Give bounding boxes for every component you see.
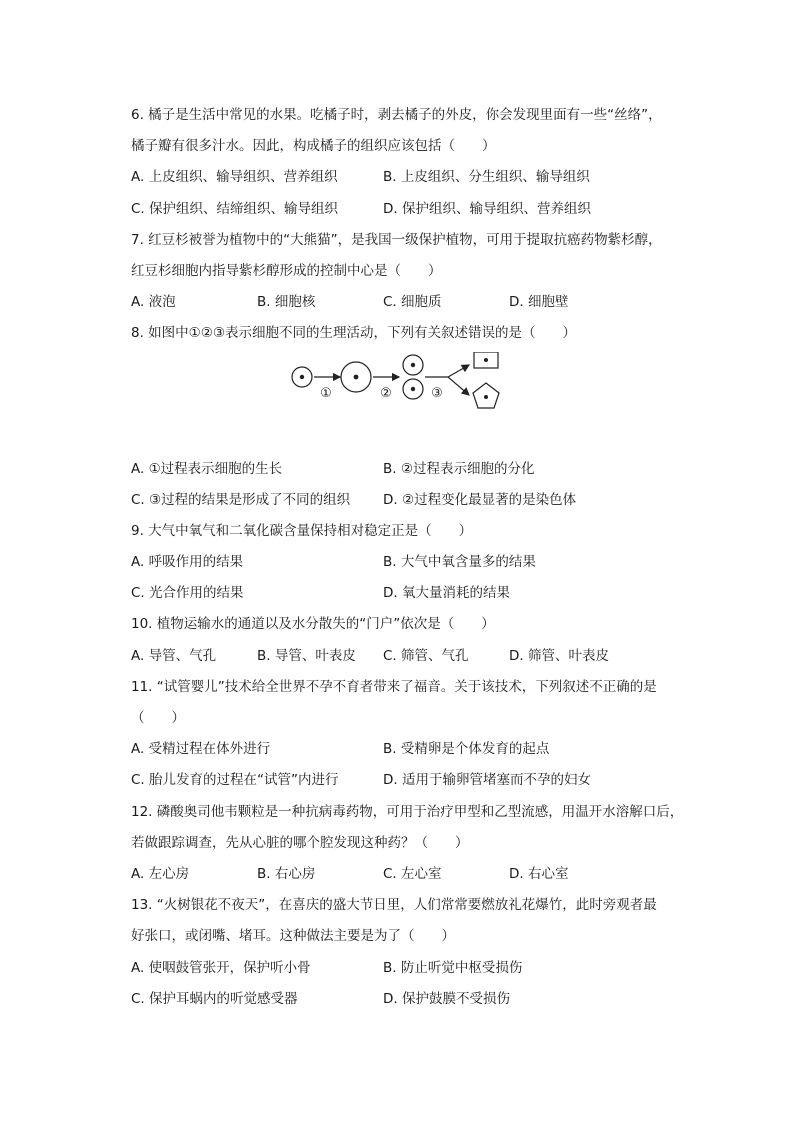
question-text: （ ） bbox=[131, 710, 185, 726]
question-text: 橘子瓣有很多汁水。因此，构成橘子的组织应该包括（ ） bbox=[131, 138, 496, 155]
option-a[interactable]: A. 液泡 bbox=[131, 294, 176, 311]
option-a[interactable]: A. 呼吸作用的结果 bbox=[131, 554, 244, 571]
exam-page bbox=[131, 100, 703, 1015]
question-13 bbox=[131, 890, 703, 1015]
options-row bbox=[131, 454, 703, 485]
cell-diagram-svg bbox=[288, 352, 508, 442]
option-b[interactable]: B. 上皮组织、分生组织、输导组织 bbox=[383, 169, 590, 186]
question-11 bbox=[131, 672, 703, 797]
question-text: 11. “试管婴儿”技术给全世界不孕不育者带来了福音。关于该技术，下列叙述不正确的是 bbox=[131, 678, 657, 695]
question-10 bbox=[131, 609, 703, 671]
cell-process-diagram bbox=[131, 350, 703, 454]
options-row bbox=[131, 194, 703, 225]
question-8 bbox=[131, 318, 703, 516]
option-d[interactable]: D. ②过程变化最显著的是染色体 bbox=[383, 491, 577, 508]
options-row bbox=[131, 547, 703, 578]
question-text: 若做跟踪调查，先从心脏的哪个腔发现这种药？（ ） bbox=[131, 834, 469, 851]
option-c[interactable]: C. 筛管、气孔 bbox=[383, 647, 469, 664]
option-a[interactable]: A. 使咽鼓管张开，保护听小骨 bbox=[131, 959, 311, 976]
option-a[interactable]: A. ①过程表示细胞的生长 bbox=[131, 460, 283, 477]
arrow-3-down bbox=[448, 377, 469, 395]
option-a[interactable]: A. 左心房 bbox=[131, 865, 190, 882]
question-text: 13. “火树银花不夜天”，在喜庆的盛大节日里，人们常常要燃放礼花爆竹，此时旁观者最 bbox=[131, 897, 657, 914]
options-row bbox=[131, 578, 703, 609]
option-b[interactable]: B. 导管、叶表皮 bbox=[257, 647, 356, 664]
arrow-3-up bbox=[448, 365, 469, 377]
question-text: 9. 大气中氧气和二氧化碳含量保持相对稳定正是（ ） bbox=[131, 522, 473, 539]
option-d[interactable]: D. 保护鼓膜不受损伤 bbox=[383, 990, 510, 1007]
option-b[interactable]: B. 受精卵是个体发育的起点 bbox=[383, 741, 550, 758]
option-d[interactable]: D. 保护组织、输导组织、营养组织 bbox=[383, 200, 591, 217]
options-row bbox=[131, 734, 703, 765]
option-d[interactable]: D. 细胞壁 bbox=[509, 294, 569, 311]
question-7 bbox=[131, 225, 703, 319]
question-6 bbox=[131, 100, 703, 225]
options-row bbox=[131, 485, 703, 516]
option-c[interactable]: C. 光合作用的结果 bbox=[131, 585, 244, 602]
question-text: 8. 如图中①②③表示细胞不同的生理活动，下列有关叙述错误的是（ ） bbox=[131, 325, 576, 342]
option-a[interactable]: A. 导管、气孔 bbox=[131, 647, 217, 664]
options-row bbox=[131, 953, 703, 984]
option-b[interactable]: B. 大气中氧含量多的结果 bbox=[383, 554, 536, 571]
option-c[interactable]: C. ③过程的结果是形成了不同的组织 bbox=[131, 491, 351, 508]
options-row bbox=[131, 859, 703, 890]
option-a[interactable]: A. 受精过程在体外进行 bbox=[131, 741, 271, 758]
options-row bbox=[131, 287, 703, 318]
label-2: ② bbox=[380, 385, 392, 401]
options-row bbox=[131, 984, 703, 1015]
question-text: 6. 橘子是生活中常见的水果。吃橘子时，剥去橘子的外皮，你会发现里面有一些“丝络”， bbox=[131, 107, 662, 123]
option-b[interactable]: B. ②过程表示细胞的分化 bbox=[383, 460, 535, 477]
option-b[interactable]: B. 防止听觉中枢受损伤 bbox=[383, 959, 523, 976]
option-d[interactable]: D. 适用于输卵管堵塞而不孕的妇女 bbox=[383, 772, 591, 789]
question-9 bbox=[131, 516, 703, 610]
option-d[interactable]: D. 右心室 bbox=[509, 865, 569, 882]
question-text: 好张口，或闭嘴、堵耳。这种做法主要是为了（ ） bbox=[131, 928, 455, 945]
question-text: 红豆杉细胞内指导紫杉醇形成的控制中心是（ ） bbox=[131, 262, 442, 279]
option-c[interactable]: C. 细胞质 bbox=[383, 294, 442, 311]
option-c[interactable]: C. 保护耳蜗内的听觉感受器 bbox=[131, 990, 298, 1007]
option-c[interactable]: C. 保护组织、结缔组织、输导组织 bbox=[131, 200, 339, 217]
question-text: 7. 红豆杉被誉为植物中的“大熊猫”，是我国一级保护植物，可用于提取抗癌药物紫杉醇， bbox=[131, 231, 662, 248]
label-1: ① bbox=[320, 385, 332, 401]
option-a[interactable]: A. 上皮组织、输导组织、营养组织 bbox=[131, 169, 338, 186]
option-c[interactable]: C. 胎儿发育的过程在“试管”内进行 bbox=[131, 772, 339, 789]
question-12 bbox=[131, 797, 703, 891]
question-text: 12. 磷酸奥司他韦颗粒是一种抗病毒药物，可用于治疗甲型和乙型流感，用温开水溶解口后， bbox=[131, 803, 684, 820]
option-b[interactable]: B. 细胞核 bbox=[257, 294, 316, 311]
option-d[interactable]: D. 氧大量消耗的结果 bbox=[383, 585, 510, 602]
options-row bbox=[131, 641, 703, 672]
options-row bbox=[131, 765, 703, 796]
option-b[interactable]: B. 右心房 bbox=[257, 865, 316, 882]
question-text: 10. 植物运输水的通道以及水分散失的“门户”依次是（ ） bbox=[131, 616, 495, 633]
label-3: ③ bbox=[431, 385, 443, 401]
option-d[interactable]: D. 筛管、叶表皮 bbox=[509, 647, 609, 664]
options-row bbox=[131, 162, 703, 193]
option-c[interactable]: C. 左心室 bbox=[383, 865, 442, 882]
